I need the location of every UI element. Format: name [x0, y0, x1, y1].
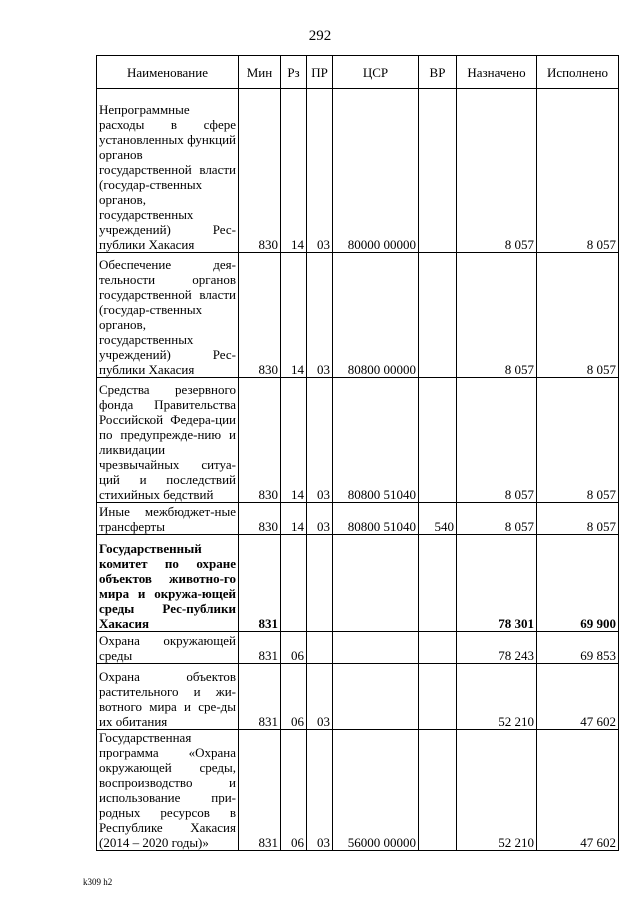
cell-vr: 540	[419, 503, 457, 535]
table-row	[97, 253, 619, 378]
cell-rz	[281, 535, 307, 632]
cell-executed: 69 900	[537, 535, 619, 632]
cell-csr: 80800 00000	[333, 253, 419, 378]
header-pr: ПР	[307, 56, 333, 89]
cell-pr: 03	[307, 730, 333, 851]
cell-name: Иные межбюджет-ные трансферты	[97, 503, 239, 535]
cell-vr	[419, 730, 457, 851]
cell-vr	[419, 89, 457, 253]
cell-name: Охрана окружающей среды	[97, 632, 239, 664]
cell-assigned: 8 057	[457, 378, 537, 503]
table-row	[97, 632, 619, 664]
cell-min: 830	[239, 253, 281, 378]
cell-executed: 8 057	[537, 253, 619, 378]
cell-assigned: 8 057	[457, 89, 537, 253]
cell-pr: 03	[307, 253, 333, 378]
header-csr: ЦСР	[333, 56, 419, 89]
cell-rz: 14	[281, 378, 307, 503]
cell-rz: 06	[281, 632, 307, 664]
cell-assigned: 8 057	[457, 253, 537, 378]
cell-vr	[419, 535, 457, 632]
cell-pr: 03	[307, 503, 333, 535]
page-number: 292	[308, 28, 332, 44]
header-name: Наименование	[97, 56, 239, 89]
cell-rz: 14	[281, 89, 307, 253]
cell-pr: 03	[307, 664, 333, 730]
cell-csr	[333, 632, 419, 664]
cell-csr: 80800 51040	[333, 378, 419, 503]
cell-min: 831	[239, 535, 281, 632]
cell-min: 831	[239, 730, 281, 851]
cell-min: 830	[239, 503, 281, 535]
header-executed: Исполнено	[537, 56, 619, 89]
cell-name: Средства резервного фонда Правительства Российской Федера-ции по предупрежде-нию и ликвидации чрезвычайных ситуа-ций и последствий стихийных бедствий	[97, 378, 239, 503]
cell-executed: 47 602	[537, 730, 619, 851]
table-row	[97, 89, 619, 253]
cell-vr	[419, 632, 457, 664]
cell-executed: 47 602	[537, 664, 619, 730]
cell-min: 830	[239, 378, 281, 503]
table-row	[97, 730, 619, 851]
cell-pr	[307, 632, 333, 664]
budget-table	[96, 55, 619, 851]
cell-vr	[419, 253, 457, 378]
cell-name: Государственная программа «Охрана окружающей среды, воспроизводство и использование при-родных ресурсов в Республике Хакасия (2014 – 2020 годы)»	[97, 730, 239, 851]
header-assigned: Назначено	[457, 56, 537, 89]
table-row	[97, 664, 619, 730]
cell-rz: 06	[281, 664, 307, 730]
cell-assigned: 78 301	[457, 535, 537, 632]
cell-executed: 8 057	[537, 378, 619, 503]
cell-executed: 8 057	[537, 89, 619, 253]
cell-min: 831	[239, 664, 281, 730]
cell-name: Обеспечение дея-тельности органов государственной власти (государ-ственных органов, государственных учреждений) Рес-публики Хакасия	[97, 253, 239, 378]
footer-code: k309 h2	[83, 877, 113, 887]
cell-assigned: 52 210	[457, 664, 537, 730]
cell-executed: 69 853	[537, 632, 619, 664]
cell-pr	[307, 535, 333, 632]
cell-rz: 14	[281, 503, 307, 535]
header-rz: Рз	[281, 56, 307, 89]
cell-csr: 80000 00000	[333, 89, 419, 253]
cell-csr	[333, 535, 419, 632]
cell-assigned: 8 057	[457, 503, 537, 535]
cell-pr: 03	[307, 378, 333, 503]
cell-rz: 14	[281, 253, 307, 378]
cell-min: 830	[239, 89, 281, 253]
cell-csr: 80800 51040	[333, 503, 419, 535]
cell-assigned: 78 243	[457, 632, 537, 664]
cell-name: Государственный комитет по охране объектов животно-го мира и окружа-ющей среды Рес-публики Хакасия	[97, 535, 239, 632]
table-row	[97, 535, 619, 632]
cell-vr	[419, 378, 457, 503]
table-row	[97, 378, 619, 503]
header-row	[97, 56, 619, 89]
cell-vr	[419, 664, 457, 730]
table-row	[97, 503, 619, 535]
cell-csr: 56000 00000	[333, 730, 419, 851]
header-vr: ВР	[419, 56, 457, 89]
cell-assigned: 52 210	[457, 730, 537, 851]
cell-csr	[333, 664, 419, 730]
cell-pr: 03	[307, 89, 333, 253]
cell-name: Непрограммные расходы в сфере установленных функций органов государственной власти (государ-ственных органов, государственных учреждений) Рес-публики Хакасия	[97, 89, 239, 253]
cell-rz: 06	[281, 730, 307, 851]
cell-name: Охрана объектов растительного и жи-вотного мира и сре-ды их обитания	[97, 664, 239, 730]
header-min: Мин	[239, 56, 281, 89]
cell-min: 831	[239, 632, 281, 664]
cell-executed: 8 057	[537, 503, 619, 535]
